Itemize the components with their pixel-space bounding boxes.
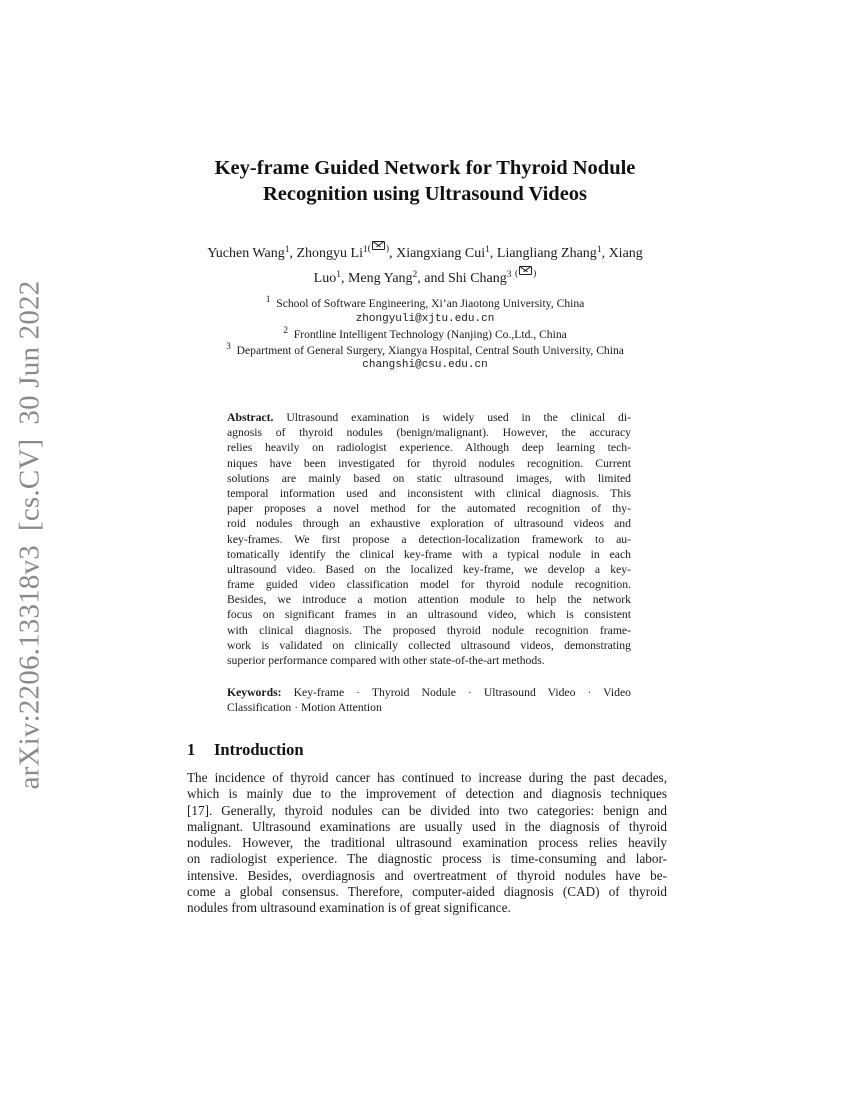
envelope-icon <box>372 241 385 250</box>
affil-marker: 1 <box>363 245 368 255</box>
body-line: come a global consensus. Therefore, computer-aided diagnosis (CAD) of thyroid <box>187 884 667 900</box>
author-name-part: Luo <box>313 271 337 286</box>
section-title: Introduction <box>214 740 304 759</box>
abstract-line: agnosis of thyroid nodules (benign/malignant). However, the accuracy <box>227 426 631 440</box>
affil-marker: 1 <box>336 270 341 280</box>
keywords-text: Key-frame · Thyroid Nodule · Ultrasound Video · Video <box>293 686 632 699</box>
author-line: Luo$^1$, Meng Yang$^2$, and Shi Chang$^3$ ( ) <box>0 266 850 291</box>
author-name: Liangliang Zhang <box>496 246 597 261</box>
introduction-paragraph <box>187 770 667 917</box>
envelope-icon <box>519 266 532 275</box>
affiliation <box>0 296 850 312</box>
abstract <box>227 410 631 668</box>
abstract-line: solutions are mainly based on static ultrasound images, with limited <box>227 471 631 485</box>
author-name: Shi Chang <box>448 271 507 286</box>
and-word: and <box>424 271 445 286</box>
keywords-line <box>227 685 631 700</box>
affil-number: 3 <box>226 341 231 352</box>
section-heading-introduction <box>187 740 304 760</box>
email[interactable]: zhongyuli@xjtu.edu.cn <box>355 312 495 325</box>
affil-marker: 1 <box>596 245 602 255</box>
body-line: nodules. However, the traditional ultrasound examination process relies heavily <box>187 835 667 851</box>
affil-marker: 1 <box>284 245 290 255</box>
affiliations <box>0 296 850 374</box>
author-name: Zhongyu Li <box>296 246 363 261</box>
body-line: malignant. Ultrasound examinations are usually used in the diagnosis of thyroid <box>187 818 667 834</box>
abstract-line: work is validated on clinically collected ultrasound videos, demonstrating <box>227 638 631 652</box>
title-line: Recognition using Ultrasound Videos <box>262 183 588 205</box>
affil-marker: 2 <box>412 270 418 280</box>
abstract-line: superior performance compared with other state-of-the-art methods. <box>227 654 545 667</box>
arxiv-date: 30 Jun 2022 <box>13 280 46 425</box>
abstract-line: paper proposes a novel method for the automated recognition of thy- <box>227 502 631 516</box>
body-line: The incidence of thyroid cancer has continued to increase during the past decades, <box>187 770 667 785</box>
affil-number: 2 <box>283 326 288 336</box>
email[interactable]: changshi@csu.edu.cn <box>362 359 488 371</box>
author-name: Xiangxiang Cui <box>396 246 486 261</box>
abstract-line: frame guided video classification model for thyroid nodule recognition. <box>227 578 631 592</box>
body-line: on radiologist experience. The diagnostic process is time-consuming and labor- <box>187 851 667 867</box>
abstract-line: focus on significant frames in an ultrasound video, which is consistent <box>227 608 631 622</box>
author-list <box>0 241 850 291</box>
abstract-line: niques have been investigated for thyroid nodules recognition. Current <box>227 456 631 470</box>
abstract-line: with clinical diagnosis. The proposed thyroid nodule recognition frame- <box>227 623 631 637</box>
keywords-line: Classification · Motion Attention <box>227 701 382 715</box>
arxiv-id: arXiv:2206.13318v3 <box>13 544 46 790</box>
section-number: 1 <box>187 740 196 759</box>
body-line: nodules from ultrasound examination is of great significance. <box>187 900 511 916</box>
abstract-line: tomatically identify the clinical key-frame with a typical nodule in each <box>227 547 631 561</box>
abstract-label: Abstract. <box>227 411 274 424</box>
title-line: Key-frame Guided Network for Thyroid Nodule <box>214 157 636 179</box>
paper-title <box>0 155 850 207</box>
body-line: [17]. Generally, thyroid nodules can be divided into two categories: benign and <box>187 802 667 818</box>
affil-text: Department of General Surgery, Xiangya Hospital, Central South University, China <box>236 343 624 357</box>
arxiv-category: [cs.CV] <box>13 438 46 531</box>
author-name-part: Xiang <box>608 246 643 261</box>
body-line: intensive. Besides, overdiagnosis and overtreatment of thyroid nodules have be- <box>187 867 667 883</box>
abstract-line <box>227 410 631 425</box>
abstract-line: relies heavily on radiologist experience. Although deep learning tech- <box>227 441 631 455</box>
keywords <box>227 685 631 715</box>
affil-marker: 3 <box>506 270 512 280</box>
keywords-label: Keywords: <box>227 686 282 699</box>
affiliation <box>0 327 850 343</box>
affil-text: School of Software Engineering, Xi’an Jiaotong University, China <box>276 297 585 310</box>
abstract-line: roid nodules through an exhaustive exploration of ultrasound videos and <box>227 517 631 531</box>
abstract-text: Ultrasound examination is widely used in the clinical di- <box>286 411 632 424</box>
author-name: Yuchen Wang <box>207 246 285 261</box>
affil-marker: 1 <box>485 245 490 255</box>
affiliation <box>0 343 850 359</box>
abstract-line: key-frames. We first propose a detection-localization framework to au- <box>227 532 631 546</box>
author-name: Meng Yang <box>347 271 413 286</box>
abstract-line: Besides, we introduce a motion attention module to help the network <box>227 593 631 607</box>
affil-number: 1 <box>265 295 271 305</box>
body-line: which is mainly due to the improvement of detection and diagnosis techniques <box>187 786 667 802</box>
affil-text: Frontline Intelligent Technology (Nanjing) Co.,Ltd., China <box>293 328 567 341</box>
author-line: Yuchen Wang$^1$, Zhongyu $Li^{1(}$ ), Xiangxiang Cui$^1$, Liangliang Zhang$^1$, Xiang <box>0 241 850 266</box>
abstract-line: ultrasound video. Based on the localized key-frame, we develop a key- <box>227 562 631 576</box>
abstract-line: temporal information used and inconsistent with clinical diagnosis. This <box>227 486 631 500</box>
